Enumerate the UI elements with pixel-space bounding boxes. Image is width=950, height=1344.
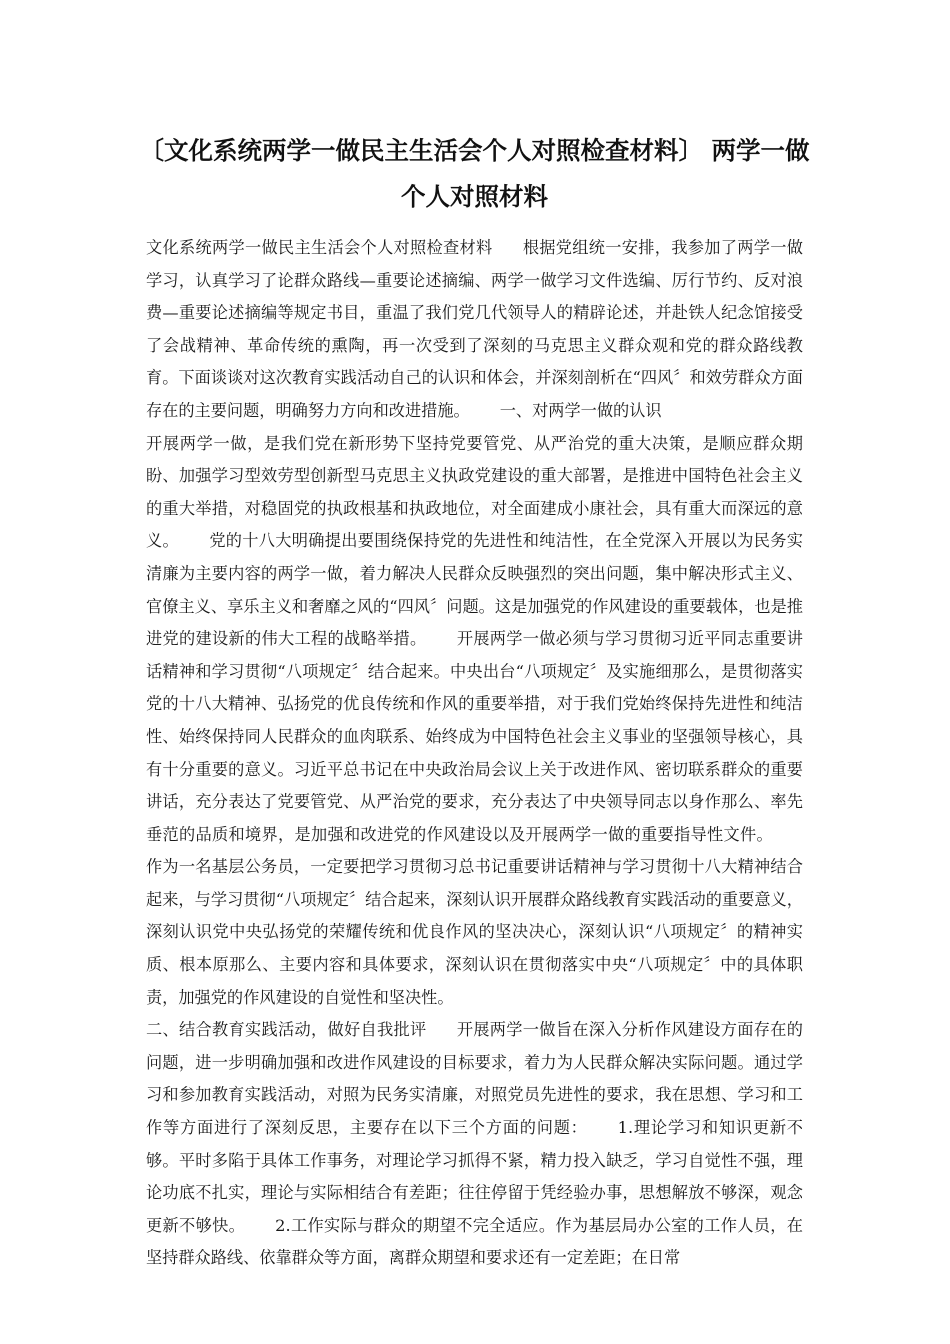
body-segment: 党的十八大明确提出要围绕保持党的先进性和纯洁性，在全党深入开展以为民务实清廉为主要内容的两学一做，着力解决人民群众反映强烈的突出问题，集中解决形式主义、官僚主义、享乐主义和奢靡之风的“四风〞问题。这是加强党的作风建设的重要载体，也是推进党的建设新的伟大工程的战略举措。 bbox=[146, 531, 803, 649]
title-line-1: 〔文化系统两学一做民主生活会个人对照检查材料〕 两学一做 bbox=[139, 136, 810, 165]
document-page bbox=[139, 128, 810, 1275]
body-segment: 作为一名基层公务员，一定要把学习贯彻习总书记重要讲话精神与学习贯彻十八大精神结合起来，与学习贯彻“八项规定〞结合起来，深刻认识开展群众路线教育实践活动的重要意义，深刻认识党中央弘扬党的荣耀传统和优良作风的坚决决心，深刻认识“八项规定〞的精神实质、根本原那么、主要内容和具体要求，深刻认识在贯彻落实中央“八项规定〞中的具体职责，加强党的作风建设的自觉性和坚决性。 bbox=[146, 857, 803, 1007]
document-title bbox=[126, 128, 823, 220]
section-heading: 一、对两学一做的认识 bbox=[499, 400, 662, 420]
body-segment: 2.工作实际与群众的期望不完全适应。作为基层局办公室的工作人员，在坚持群众路线、依靠群众等方面，离群众期望和要求还有一定差距；在日常 bbox=[146, 1215, 803, 1268]
body-segment: 文化系统两学一做民主生活会个人对照检查材料 bbox=[146, 238, 493, 257]
body-segment: 根据党组统一安排，我参加了两学一做学习，认真学习了论群众路线—重要论述摘编、两学一做学习文件选编、厉行节约、反对浪费—重要论述摘编等规定书目，重温了我们党几代领导人的精辟论述，并赴铁人纪念馆接受了会战精神、革命传统的熏陶，再一次受到了深刻的马克思主义群众观和党的群众路线教育。下面谈谈对这次教育实践活动自己的认识和体会，并深刻剖析在“四风〞和效劳群众方面存在的主要问题，明确努力方向和改进措施。 bbox=[146, 238, 803, 420]
body-segment: 开展两学一做旨在深入分析作风建设方面存在的问题，进一步明确加强和改进作风建设的目标要求，着力为人民群众解决实际问题。通过学习和参加教育实践活动，对照为民务实清廉，对照党员先进性的要求，我在思想、学习和工作等方面进行了深刻反思，主要存在以下三个方面的问题： bbox=[146, 1020, 803, 1138]
title-line-2: 个人对照材料 bbox=[401, 182, 548, 211]
document-body bbox=[146, 232, 803, 1275]
body-segment: 开展两学一做必须与学习贯彻习近平同志重要讲话精神和学习贯彻“八项规定〞结合起来。中央出台“八项规定〞及实施细那么，是贯彻落实党的十八大精神、弘扬党的优良传统和作风的重要举措，对于我们党始终保持先进性和纯洁性、始终保持同人民群众的血肉联系、始终成为中国特色社会主义事业的坚强领导核心，具有十分重要的意义。习近平总书记在中央政治局会议上关于改进作风、密切联系群众的重要讲话，充分表达了党要管党、从严治党的要求，充分表达了中央领导同志以身作那么、率先垂范的品质和境界，是加强和改进党的作风建设以及开展两学一做的重要指导性文件。 bbox=[146, 629, 803, 844]
section-heading: 二、结合教育实践活动，做好自我批评 bbox=[146, 1020, 427, 1040]
body-segment: 1.理论学习和知识更新不够。平时多陷于具体工作事务，对理论学习抓得不紧，精力投入缺乏，学习自觉性不强，理论功底不扎实，理论与实际相结合有差距；往往停留于凭经验办事，思想解放不够深，观念更新不够快。 bbox=[146, 1118, 803, 1235]
body-segment: 开展两学一做，是我们党在新形势下坚持党要管党、从严治党的重大决策，是顺应群众期盼、加强学习型效劳型创新型马克思主义执政党建设的重大部署，是推进中国特色社会主义的重大举措，对稳固党的执政根基和执政地位，对全面建成小康社会，具有重大而深远的意义。 bbox=[146, 433, 803, 551]
